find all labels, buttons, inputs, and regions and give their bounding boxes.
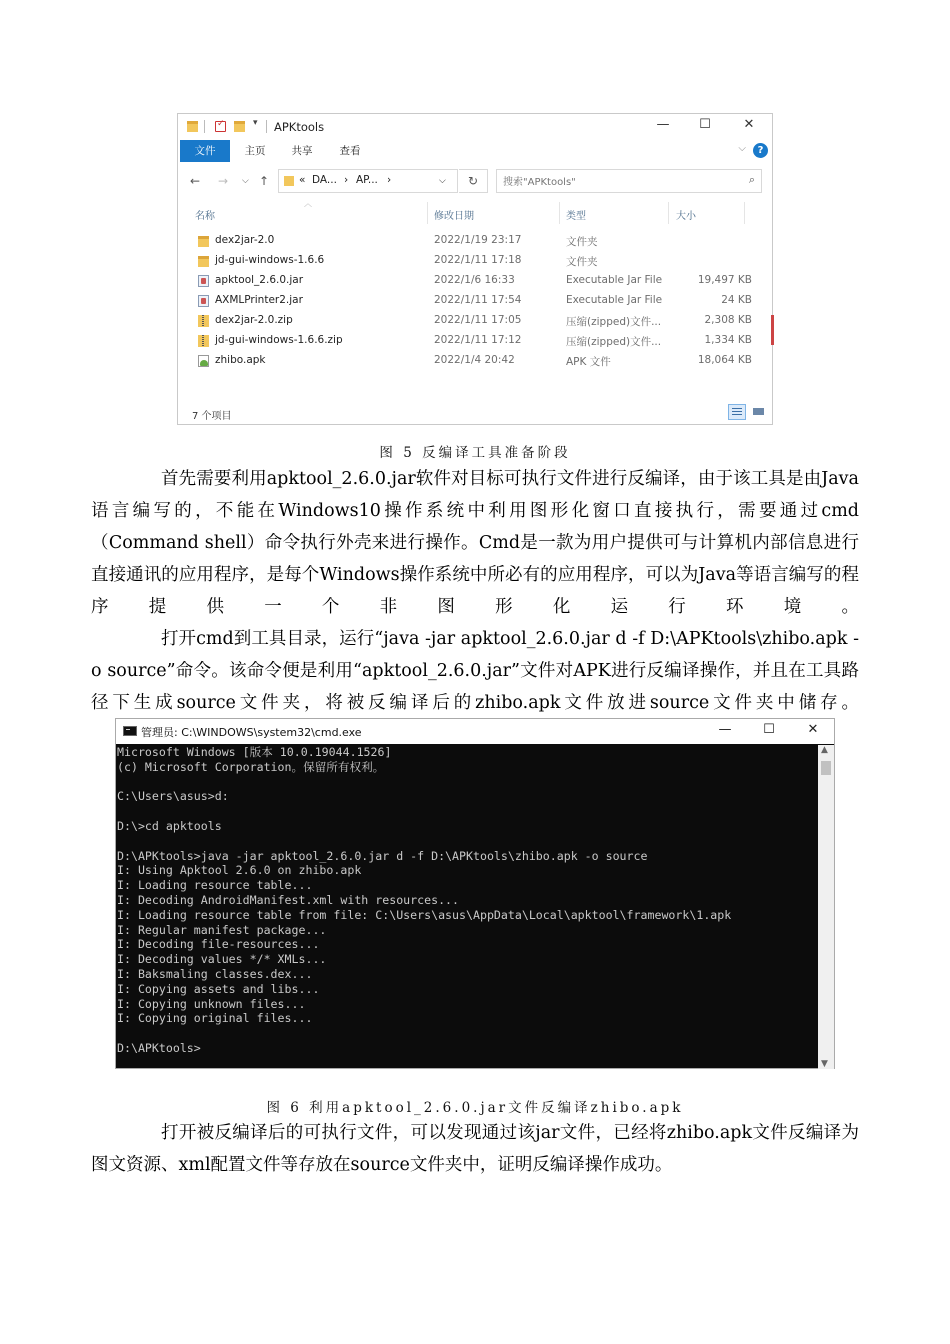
console-line: I: Decoding values */* XMLs... [117,952,327,967]
body-paragraph-1: 首先需要利用apktool_2.6.0.jar软件对目标可执行文件进行反编译，由于该工具是由Java语言编写的，不能在Windows10操作系统中利用图形化窗口直接执行，需要通过cmd（Command shell）命令执行外壳来进行操作。Cmd是一款为用户提供可与计算机内部信息进行直接通讯的应用程序，是每个Windows操作系统中所必有的应用程序，可以为Java等语言编写的程序提供一个非图形化运行环境。 [91,469,859,617]
apk-file-icon [198,355,209,367]
folder-icon [198,236,209,247]
breadcrumb-separator[interactable]: › [387,174,392,186]
console-line [116,834,818,849]
breadcrumb-folder[interactable]: AP... [356,174,378,186]
file-date: 2022/1/6 16:33 [434,274,515,286]
console-line: D:\APKtools>java -jar apktool_2.6.0.jar d -f D:\APKtools\zhibo.apk -o source [117,848,648,863]
console-line: I: Loading resource table... [117,878,313,893]
divider [771,315,774,345]
figure-caption-6: 图 6 利用apktool_2.6.0.jar文件反编译zhibo.apk [266,1100,684,1116]
maximize-button[interactable]: ☐ [699,117,711,132]
minimize-button[interactable]: — [718,722,732,737]
folder-icon [187,121,198,132]
search-box[interactable] [496,169,762,193]
file-date: 2022/1/11 17:12 [434,334,522,346]
file-row[interactable] [192,332,752,352]
file-row[interactable] [192,272,752,292]
file-name: jd-gui-windows-1.6.6 [215,254,325,266]
help-icon[interactable]: ? [753,143,768,158]
console-line: I: Using Apktool 2.6.0 on zhibo.apk [117,863,362,878]
expand-ribbon-chevron-icon[interactable]: ⌵ [738,143,746,154]
console-line [116,775,818,790]
file-name: apktool_2.6.0.jar [215,274,304,286]
console-line: D:\APKtools> [117,1040,201,1055]
console-line: I: Regular manifest package... [117,922,327,937]
breadcrumb-drive[interactable]: DA... [312,174,337,186]
refresh-button[interactable] [459,169,488,193]
console-line: C:\Users\asus>d: [117,789,229,804]
file-date: 2022/1/4 20:42 [434,354,515,366]
file-row[interactable] [192,232,752,252]
customize-toolbar-chevron-icon[interactable]: ▾ [253,118,258,128]
zip-file-icon [198,315,209,327]
column-header-name[interactable]: 名称 [195,211,215,222]
file-row[interactable] [192,352,752,372]
breadcrumb-overflow[interactable]: « [299,174,306,186]
divider [427,202,428,224]
new-folder-icon[interactable] [234,121,245,132]
zip-file-icon [198,335,209,347]
file-date: 2022/1/11 17:05 [434,314,522,326]
divider [266,120,267,133]
file-type: 压缩(zipped)文件... [566,336,662,348]
address-dropdown-chevron-icon[interactable]: ⌵ [439,176,446,186]
console-line: I: Copying assets and libs... [117,981,320,996]
tab-home[interactable]: 主页 [244,145,266,157]
maximize-button[interactable]: ☐ [763,722,775,737]
file-type: 文件夹 [566,236,598,248]
column-header-date[interactable]: 修改日期 [434,211,474,222]
scrollbar-thumb[interactable] [821,761,831,775]
file-type: 文件夹 [566,256,598,268]
console-line [116,804,818,819]
file-size: 19,497 KB [697,274,752,286]
navigation-bar [178,166,772,196]
console-line: I: Copying original files... [117,1011,313,1026]
file-name: dex2jar-2.0.zip [215,314,293,326]
search-icon[interactable]: ⌕ [748,173,755,186]
refresh-icon: ↻ [467,174,479,188]
file-name: AXMLPrinter2.jar [215,294,303,306]
scrollbar[interactable] [818,745,834,1069]
ribbon-tabs [178,140,772,162]
close-button[interactable]: ✕ [743,117,755,132]
divider [744,202,745,224]
console-line: Microsoft Windows [版本 10.0.19044.1526] [117,745,392,759]
divider [204,120,205,133]
sort-chevron-icon: ︿ [304,199,312,208]
console-line: (c) Microsoft Corporation。保留所有权利。 [117,759,385,774]
scroll-up-icon[interactable]: ▲ [821,745,828,755]
console-output[interactable] [116,745,818,1069]
window-title: APKtools [274,120,325,134]
breadcrumb-separator[interactable]: › [344,174,349,186]
console-line: D:\>cd apktools [117,818,222,833]
details-view-button[interactable] [728,404,746,420]
large-icons-view-button[interactable] [750,404,768,420]
file-size: 1,334 KB [704,334,752,346]
file-date: 2022/1/11 17:54 [434,294,522,306]
file-date: 2022/1/19 23:17 [434,234,522,246]
minimize-button[interactable]: — [656,117,670,132]
search-input[interactable] [501,173,735,191]
file-type: APK 文件 [566,356,611,368]
up-arrow-icon[interactable]: ↑ [259,174,270,188]
recent-locations-chevron-icon[interactable]: ⌵ [242,176,249,186]
file-explorer-window [177,113,773,425]
console-line: I: Decoding file-resources... [117,937,320,952]
console-line: I: Baksmaling classes.dex... [117,966,313,981]
cmd-window [115,718,835,1069]
figure-caption-5: 图 5 反编译工具准备阶段 [379,445,571,461]
file-row[interactable] [192,252,752,272]
tab-share[interactable]: 共享 [291,145,313,157]
file-row[interactable] [192,312,752,332]
file-size: 2,308 KB [704,314,752,326]
console-line: I: Copying unknown files... [117,996,306,1011]
file-size: 18,064 KB [697,354,752,366]
column-header-type[interactable]: 类型 [566,211,586,222]
address-bar[interactable] [278,169,458,193]
console-line [116,1026,818,1041]
terminal-icon [123,726,137,736]
divider [668,202,669,224]
cmd-window-title: 管理员: C:\WINDOWS\system32\cmd.exe [141,726,362,739]
file-date: 2022/1/11 17:18 [434,254,522,266]
jar-file-icon [198,295,209,307]
file-name: jd-gui-windows-1.6.6.zip [215,334,343,346]
file-size: 24 KB [721,294,752,306]
back-arrow-icon[interactable]: ← [190,174,201,188]
body-paragraph-2: 打开cmd到工具目录，运行“java -jar apktool_2.6.0.jar d -f D:\APKtools\zhibo.apk -o source”命令。该命令便是利用“apktool_2.6.0.jar”文件对APK进行反编译操作，并且在工具路径下生成source文件夹，将被反编译后的zhibo.apk文件放进source文件夹中储存。 [91,629,859,713]
cmd-titlebar [116,719,834,744]
divider [559,202,560,224]
forward-arrow-icon[interactable]: → [218,174,229,188]
file-name: zhibo.apk [215,354,266,366]
file-type: Executable Jar File [566,274,663,286]
tab-file[interactable]: 文件 [180,140,230,162]
column-header-size[interactable]: 大小 [676,211,696,222]
file-type: Executable Jar File [566,294,663,306]
console-line: I: Decoding AndroidManifest.xml with resources... [117,892,460,907]
folder-icon [284,176,294,186]
explorer-titlebar [178,114,772,140]
body-paragraph-3: 打开被反编译后的可执行文件，可以发现通过该jar文件，已经将zhibo.apk文件反编译为图文资源、xml配置文件等存放在source文件夹中，证明反编译操作成功。 [91,1123,859,1175]
properties-icon[interactable] [215,121,226,132]
tab-view[interactable]: 查看 [339,145,361,157]
file-name: dex2jar-2.0 [215,234,275,246]
console-line: I: Loading resource table from file: C:\Users\asus\AppData\Local\apktool\framework\1.apk [117,907,732,922]
jar-file-icon [198,275,209,287]
scroll-down-icon[interactable]: ▼ [821,1059,828,1069]
folder-icon [198,256,209,267]
file-type: 压缩(zipped)文件... [566,316,662,328]
file-row[interactable] [192,292,752,312]
close-button[interactable]: ✕ [807,722,819,737]
item-count: 7 个项目 [192,411,232,422]
